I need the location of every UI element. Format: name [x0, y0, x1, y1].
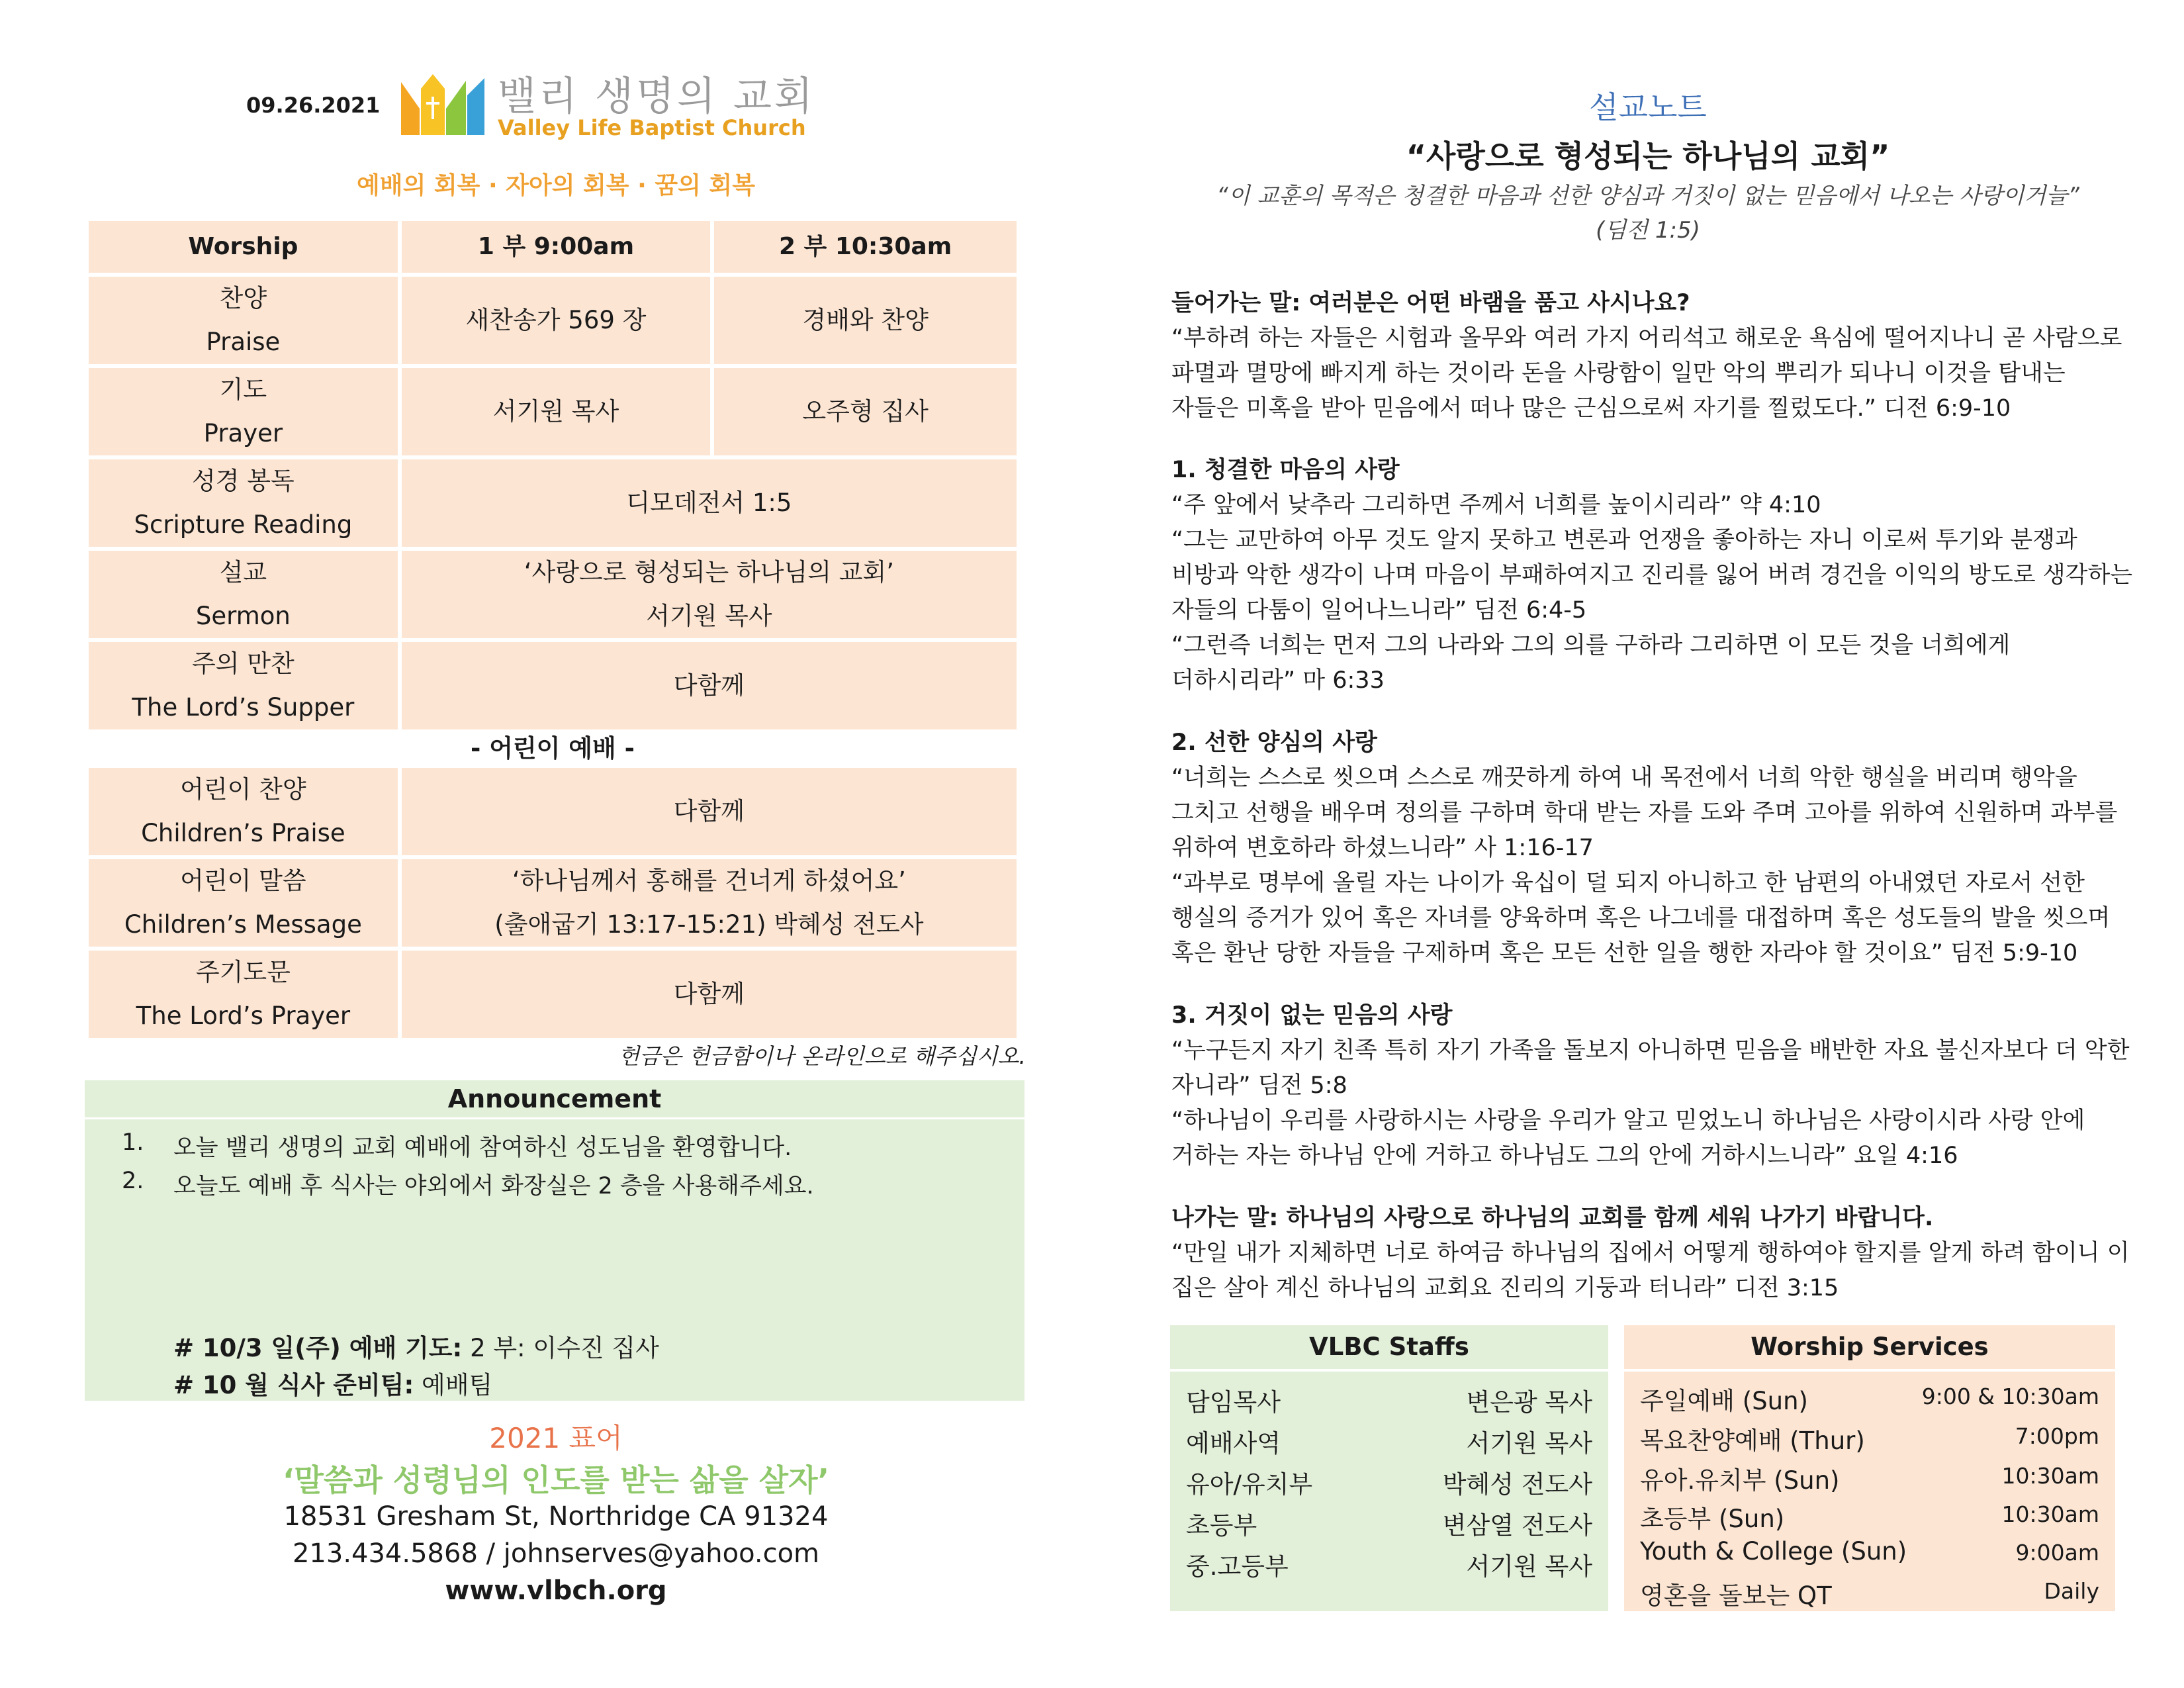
table-row: [89, 277, 1017, 364]
announcement-item: 오늘도 예배 후 식사는 야외에서 화장실은 2 층을 사용해주세요.: [173, 1173, 814, 1199]
row-value: 경배와 찬양: [714, 277, 1017, 364]
service-row: [1640, 1575, 2099, 1615]
staff-role: 중.고등부: [1186, 1552, 1289, 1581]
service-row: [1640, 1499, 2099, 1538]
staff-name: 변삼열 전도사: [1442, 1511, 1592, 1540]
staff-box-title: VLBC Staffs: [1170, 1325, 1608, 1372]
service-time: 9:00am: [2015, 1540, 2099, 1566]
row-label: 성경 봉독 Scripture Reading: [89, 459, 398, 547]
sermon-notes-heading: 설교노트: [1589, 89, 1707, 125]
staff-row: [1186, 1505, 1592, 1545]
table-row: [89, 551, 1017, 638]
row-value: ‘사랑으로 형성되는 하나님의 교회’ 서기원 목사: [402, 551, 1017, 638]
sermon-key-verse: “이 교훈의 목적은 청결한 마음과 선한 양심과 거짓이 없는 믿음에서 나오는 사랑이거늘”: [1216, 183, 2079, 209]
notes-line: “부하려 하는 자들은 시험과 올무와 여러 가지 어리석고 해로운 욕심에 떨어지나니 곧 사람으로: [1171, 325, 2122, 352]
church-logo-icon: [397, 69, 490, 142]
church-address: 18531 Gresham St, Northridge CA 91324: [283, 1501, 829, 1532]
children-worship-heading: - 어린이 예배 -: [89, 733, 1017, 764]
notes-line: “누구든지 자기 친족 특히 자기 가족을 돌보지 아니하면 믿음을 배반한 자요 불신자보다 더 악한: [1171, 1037, 2130, 1064]
row-label: 주의 만찬 The Lord’s Supper: [89, 642, 398, 729]
sermon-title: “사랑으로 형성되는 하나님의 교회”: [1406, 138, 1890, 174]
notes-line: “과부로 명부에 올릴 자는 나이가 육십이 덜 되지 아니하고 한 남편의 아내였던 자로서 선한: [1171, 870, 2085, 896]
notes-line: “만일 내가 지체하면 너로 하여금 하나님의 집에서 어떻게 행하여야 할지를 알게 하려 함이니 이: [1171, 1240, 2130, 1266]
row-label: 주기도문 The Lord’s Prayer: [89, 951, 398, 1038]
table-header-first-service: 1 부 9:00am: [402, 221, 710, 273]
row-label: 어린이 말씀 Children’s Message: [89, 859, 398, 947]
notes-line: “너희는 스스로 씻으며 스스로 깨끗하게 하여 내 목전에서 너희 악한 행실을 버리며 행악을: [1171, 765, 2077, 791]
table-row: [89, 459, 1017, 547]
announcement-number: 1.: [122, 1129, 144, 1156]
notes-line: 집은 살아 계신 하나님의 교회요 진리의 기둥과 터니라” 디전 3:15: [1171, 1275, 1839, 1301]
notes-line: 비방과 악한 생각이 나며 마음이 부패하여지고 진리를 잃어 버려 경건을 이익의 방도로 생각하는: [1171, 562, 2133, 588]
notes-line: “그런즉 너희는 먼저 그의 나라와 그의 의를 구하라 그리하면 이 모든 것을 너희에게: [1171, 632, 2011, 659]
worship-order-table: [85, 217, 1021, 1042]
staff-row: [1186, 1382, 1592, 1422]
church-name-korean: 밸리 생명의 교회: [498, 73, 815, 120]
notes-line: 행실의 증거가 있어 혹은 자녀를 양육하며 혹은 나그네를 대접하며 혹은 성도들의 발을 씻으며: [1171, 905, 2111, 931]
staff-name: 서기원 목사: [1466, 1552, 1592, 1581]
services-box-title: Worship Services: [1624, 1325, 2115, 1372]
church-motto: 예배의 회복 · 자아의 회복 · 꿈의 회복: [357, 172, 755, 199]
table-row: [89, 859, 1017, 947]
notes-line: 자들의 다툼이 일어나느니라” 딤전 6:4-5: [1171, 597, 1587, 624]
notes-line: 그치고 선행을 배우며 정의를 구하며 학대 받는 자를 도와 주며 고아를 위하여 신원하며 과부를: [1171, 800, 2118, 826]
row-label: 기도 Prayer: [89, 368, 398, 455]
contact-info: 213.434.5868 / johnserves@yahoo.com: [292, 1538, 820, 1569]
church-name-english: Valley Life Baptist Church: [498, 115, 806, 140]
row-value: 다함께: [402, 951, 1017, 1038]
service-name: 주일예배 (Sun): [1640, 1387, 1808, 1415]
table-row: [89, 951, 1017, 1038]
staff-role: 유아/유치부: [1186, 1470, 1313, 1499]
table-row: [89, 642, 1017, 729]
staff-name: 변은광 목사: [1466, 1388, 1592, 1417]
notes-line: 자니라” 딤전 5:8: [1171, 1072, 1347, 1099]
row-value: ‘하나님께서 홍해를 건너게 하셨어요’ (출애굽기 13:17-15:21) 박혜성 전도사: [402, 859, 1017, 947]
service-name: 영혼을 돌보는 QT: [1640, 1581, 1832, 1610]
prayer-assignment: # 10/3 일(주) 예배 기도: 2 부: 이수진 집사: [173, 1334, 659, 1362]
bulletin-date: 09.26.2021: [246, 93, 381, 118]
staff-name: 박혜성 전도사: [1442, 1470, 1592, 1499]
notes-point-2-heading: 2. 선한 양심의 사랑: [1171, 729, 1377, 756]
notes-intro-heading: 들어가는 말: 여러분은 어떤 바램을 품고 사시나요?: [1171, 290, 1690, 316]
staff-role: 예배사역: [1186, 1429, 1281, 1458]
service-time: 7:00pm: [2015, 1423, 2099, 1449]
notes-line: 혹은 환난 당한 자들을 구제하며 혹은 모든 선한 일을 행한 자라야 할 것이요” 딤전 5:9-10: [1171, 940, 2078, 966]
announcement-item: 오늘 밸리 생명의 교회 예배에 참여하신 성도님을 환영합니다.: [173, 1135, 792, 1161]
year-motto: ‘말씀과 성령님의 인도를 받는 삶을 살자’: [283, 1462, 829, 1498]
row-value: 다함께: [402, 768, 1017, 855]
notes-line: 거하는 자는 하나님 안에 거하고 하나님도 그의 안에 거하시느니라” 요일 4:16: [1171, 1143, 1958, 1169]
meal-team-assignment: # 10 월 식사 준비팀: 예배팀: [173, 1371, 493, 1399]
announcement-title: Announcement: [85, 1080, 1024, 1119]
staff-box: [1170, 1325, 1608, 1611]
service-name: 목요찬양예배 (Thur): [1640, 1427, 1865, 1455]
notes-line: 더하시리라” 마 6:33: [1171, 667, 1385, 694]
notes-line: “하나님이 우리를 사랑하시는 사랑을 우리가 알고 믿었노니 하나님은 사랑이시라 사랑 안에: [1171, 1107, 2085, 1134]
staff-name: 서기원 목사: [1466, 1429, 1592, 1458]
staff-row: [1186, 1546, 1592, 1586]
service-row: [1640, 1381, 2099, 1421]
table-header-second-service: 2 부 10:30am: [714, 221, 1017, 273]
service-name: 유아.유치부 (Sun): [1640, 1466, 1840, 1495]
worship-services-box: [1624, 1325, 2115, 1611]
notes-point-3-heading: 3. 거짓이 없는 믿음의 사랑: [1171, 1002, 1453, 1029]
staff-role: 담임목사: [1186, 1388, 1281, 1417]
row-label: 설교 Sermon: [89, 551, 398, 638]
staff-row: [1186, 1423, 1592, 1463]
service-name: Youth & College (Sun): [1640, 1537, 1907, 1566]
service-time: 10:30am: [2001, 1501, 2099, 1527]
notes-line: 위하여 변호하라 하셨느니라” 사 1:16-17: [1171, 835, 1594, 861]
notes-closing-heading: 나가는 말: 하나님의 사랑으로 하나님의 교회를 함께 세워 나가기 바랍니다.: [1171, 1205, 1934, 1231]
table-header-worship: Worship: [89, 221, 398, 273]
service-time: Daily: [2044, 1578, 2099, 1604]
service-row: [1640, 1421, 2099, 1460]
service-name: 초등부 (Sun): [1640, 1505, 1785, 1533]
service-row: [1640, 1460, 2099, 1500]
service-time: 10:30am: [2001, 1463, 2099, 1489]
staff-role: 초등부: [1186, 1511, 1257, 1540]
notes-line: “주 앞에서 낮추라 그리하면 주께서 너희를 높이시리라” 약 4:10: [1171, 492, 1821, 518]
row-value: 새찬송가 569 장: [402, 277, 710, 364]
notes-point-1-heading: 1. 청결한 마음의 사랑: [1171, 457, 1400, 483]
announcement-number: 2.: [122, 1168, 144, 1194]
row-value: 다함께: [402, 642, 1017, 729]
row-value: 서기원 목사: [402, 368, 710, 455]
table-row: [89, 768, 1017, 855]
service-time: 9:00 & 10:30am: [1921, 1383, 2099, 1409]
row-value: 오주형 집사: [714, 368, 1017, 455]
table-row: [89, 368, 1017, 455]
year-motto-label: 2021 표어: [489, 1422, 623, 1454]
staff-row: [1186, 1464, 1592, 1504]
offering-note: 헌금은 헌금함이나 온라인으로 해주십시오.: [618, 1043, 1026, 1069]
notes-line: 자들은 미혹을 받아 믿음에서 떠나 많은 근심으로써 자기를 찔렀도다.” 디전 6:9-10: [1171, 395, 2011, 422]
notes-line: “그는 교만하여 아무 것도 알지 못하고 변론과 언쟁을 좋아하는 자니 이로써 투기와 분쟁과: [1171, 527, 2077, 553]
service-row: [1640, 1537, 2099, 1577]
notes-line: 파멸과 멸망에 빠지게 하는 것이라 돈을 사랑함이 일만 악의 뿌리가 되나니 이것을 탐내는: [1171, 360, 2066, 387]
website-link[interactable]: www.vlbch.org: [445, 1575, 667, 1606]
sermon-verse-reference: (딤전 1:5): [1596, 217, 1700, 244]
row-value: 디모데전서 1:5: [402, 459, 1017, 547]
row-label: 찬양 Praise: [89, 277, 398, 364]
row-label: 어린이 찬양 Children’s Praise: [89, 768, 398, 855]
